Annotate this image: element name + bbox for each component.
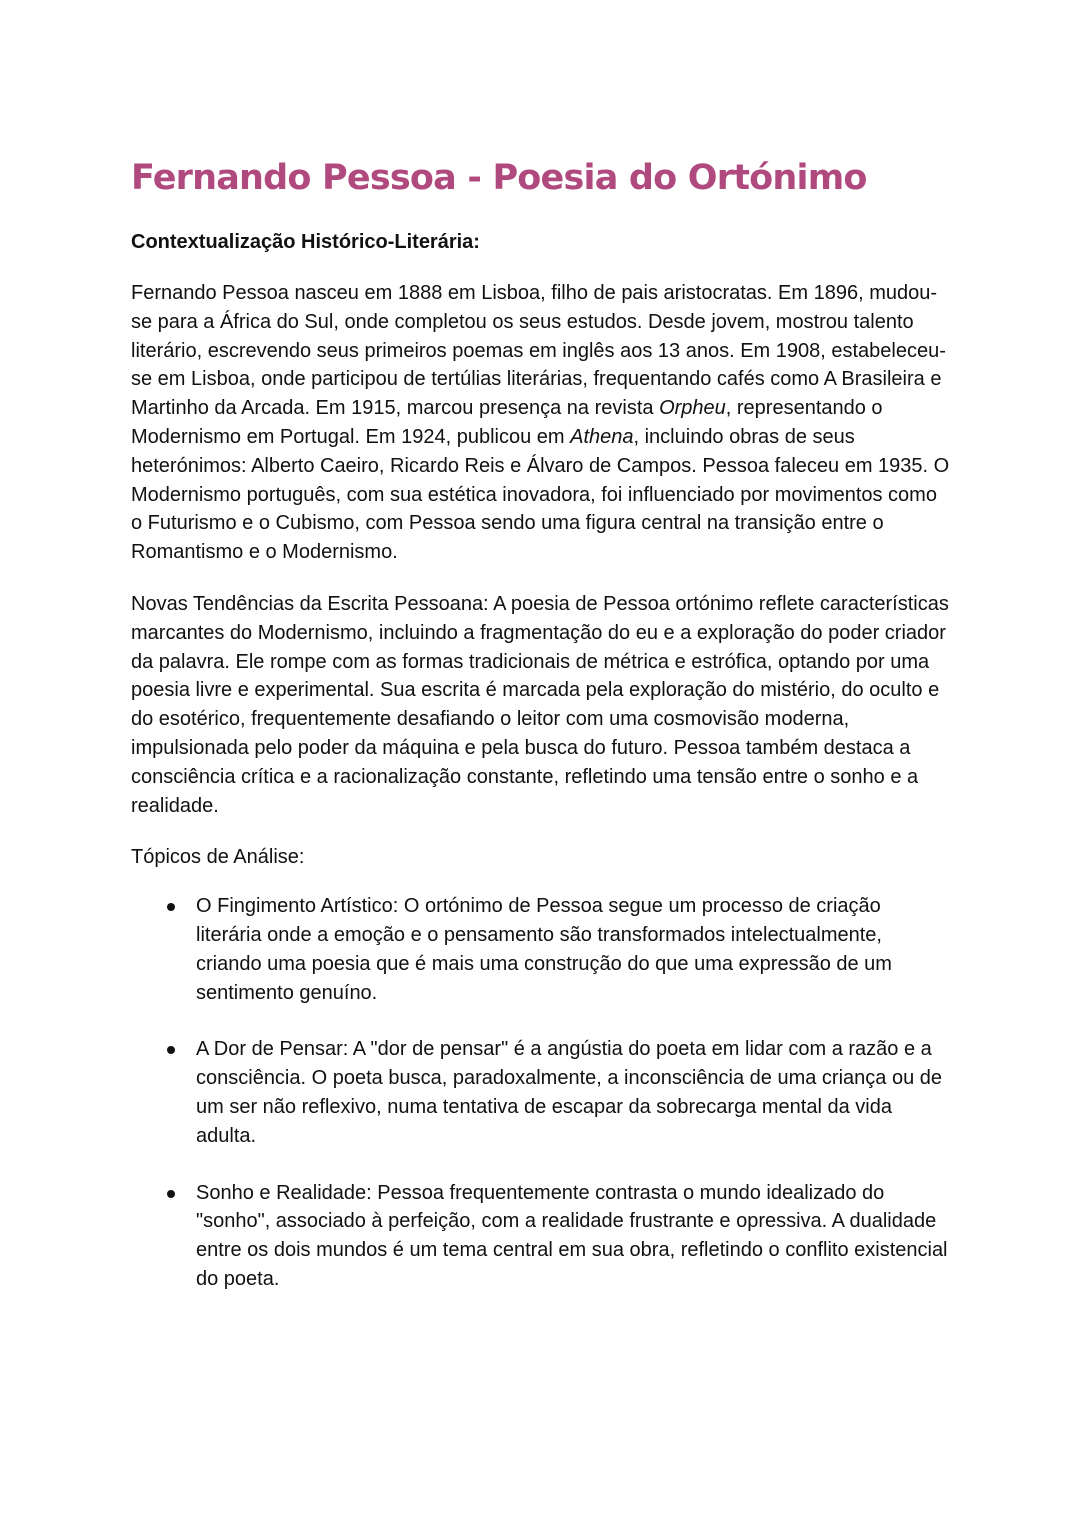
page-title: Fernando Pessoa - Poesia do Ortónimo (131, 158, 867, 198)
bullet-icon (167, 1046, 175, 1054)
context-paragraph-part1: Fernando Pessoa nasceu em 1888 em Lisboa, filho de pais aristocratas. Em 1896, mudou-se para a África do Sul, onde completou os seus estudos. Desde jovem, mostrou talento literário, escrevendo seus primeiros poemas em inglês aos 13 anos. Em 1908, estabeleceu-se em Lisboa, onde participou de tertúlias literárias, frequentando cafés como A Brasileira e Martinho da Arcada. Em 1915, marcou presença na revista (131, 282, 946, 420)
orpheu-italic: Orpheu (659, 397, 726, 420)
list-item (131, 892, 951, 1007)
list-item (131, 1179, 951, 1294)
bullet-icon (167, 903, 175, 911)
topics-label: Tópicos de Análise: (131, 846, 305, 869)
context-paragraph-part2: , representando o Modernismo em Portugal. Em 1924, publicou em (131, 397, 883, 448)
bullet-icon (167, 1190, 175, 1198)
list-item-text: Sonho e Realidade: Pessoa frequentemente contrasta o mundo idealizado do "sonho", associado à perfeição, com a realidade frustrante e opressiva. A dualidade entre os dois mundos é um tema central em sua obra, refletindo o conflito existencial do poeta. (196, 1181, 948, 1290)
list-item (131, 1035, 951, 1150)
list-item-text: A Dor de Pensar: A "dor de pensar" é a angústia do poeta em lidar com a razão e a consciência. O poeta busca, paradoxalmente, a inconsciência de uma criança ou de um ser não reflexivo, numa tentativa de escapar da sobrecarga mental da vida adulta. (196, 1038, 943, 1147)
topics-list (131, 892, 951, 1294)
tendencies-paragraph: Novas Tendências da Escrita Pessoana: A poesia de Pessoa ortónimo reflete características marcantes do Modernismo, incluindo a fragmentação do eu e a exploração do poder criador da palavra. Ele rompe com as formas tradicionais de métrica e estrófica, optando por uma poesia livre e experimental. Sua escrita é marcada pela exploração do mistério, do oculto e do esotérico, frequentemente desafiando o leitor com uma cosmovisão moderna, impulsionada pelo poder da máquina e pela busca do futuro. Pessoa também destaca a consciência crítica e a racionalização constante, refletindo uma tensão entre o sonho e a realidade. (131, 592, 949, 817)
context-paragraph (131, 279, 951, 567)
section-heading: Contextualização Histórico-Literária: (131, 231, 480, 253)
context-paragraph-part3: , incluindo obras de seus heterónimos: Alberto Caeiro, Ricardo Reis e Álvaro de Campos. Pessoa faleceu em 1935. O Modernismo português, com sua estética inovadora, foi influenciado por movimentos como o Futurismo e o Cubismo, com Pessoa sendo uma figura central na transição entre o Romantismo e o Modernismo. (131, 425, 950, 564)
list-item-text: O Fingimento Artístico: O ortónimo de Pessoa segue um processo de criação literária onde a emoção e o pensamento são transformados intelectualmente, criando uma poesia que é mais uma construção do que uma expressão de um sentimento genuíno. (196, 895, 892, 1004)
athena-italic: Athena (570, 425, 634, 448)
document-page (131, 150, 951, 1322)
